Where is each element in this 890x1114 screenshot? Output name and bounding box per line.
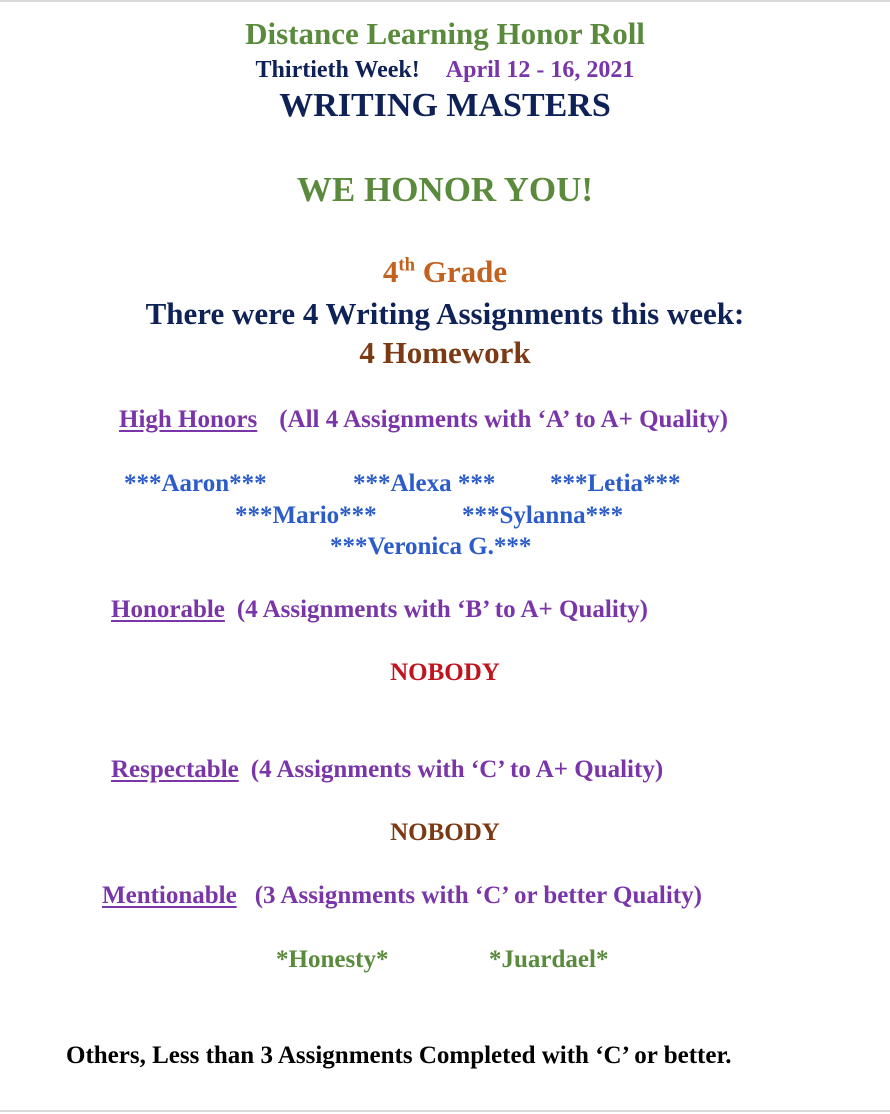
we-honor-you-heading: WE HONOR YOU!: [296, 170, 594, 209]
honoree-name: ***Aaron***: [124, 470, 267, 497]
honorable-result: NOBODY: [390, 659, 500, 686]
grade-number: 4: [382, 254, 399, 289]
grade-label: Grade: [422, 254, 508, 289]
mentionable-name: *Juardael*: [489, 946, 609, 973]
honorable-criteria: (4 Assignments with ‘B’ to A+ Quality): [236, 596, 648, 623]
page-bottom-border: [0, 1110, 890, 1112]
footer-note: Others, Less than 3 Assignments Completed with ‘C’ or better.: [66, 1042, 732, 1069]
respectable-criteria: (4 Assignments with ‘C’ to A+ Quality): [250, 756, 664, 783]
respectable-heading: Respectable: [111, 756, 239, 783]
grade-suffix: th: [398, 254, 415, 276]
honorable-row: [111, 597, 648, 622]
week-line: [0, 58, 890, 82]
honoree-name: ***Mario***: [235, 502, 377, 529]
assignments-count-line: There were 4 Writing Assignments this week:: [145, 296, 745, 331]
high-honors-row: [119, 407, 728, 432]
homework-line: 4 Homework: [359, 335, 531, 370]
page-top-border: [0, 0, 890, 2]
week-label: Thirtieth Week!: [255, 57, 420, 83]
honoree-name: ***Sylanna***: [462, 502, 624, 529]
mentionable-criteria: (3 Assignments with ‘C’ or better Quality): [254, 882, 702, 909]
honoree-name: ***Letia***: [550, 470, 681, 497]
mentionable-row: [102, 883, 702, 908]
mentionable-name: *Honesty*: [276, 946, 389, 973]
honoree-name: ***Veronica G.***: [330, 533, 532, 560]
writing-masters-heading: WRITING MASTERS: [279, 87, 611, 124]
page-title: Distance Learning Honor Roll: [245, 16, 645, 51]
date-range: April 12 - 16, 2021: [445, 57, 635, 83]
honoree-name: ***Alexa ***: [353, 470, 496, 497]
high-honors-heading: High Honors: [119, 406, 258, 433]
high-honors-criteria: (All 4 Assignments with ‘A’ to A+ Quality): [279, 406, 728, 433]
mentionable-heading: Mentionable: [102, 882, 237, 909]
respectable-row: [111, 757, 663, 782]
respectable-result: NOBODY: [390, 819, 500, 846]
grade-heading: [0, 256, 890, 287]
honorable-heading: Honorable: [111, 596, 225, 623]
